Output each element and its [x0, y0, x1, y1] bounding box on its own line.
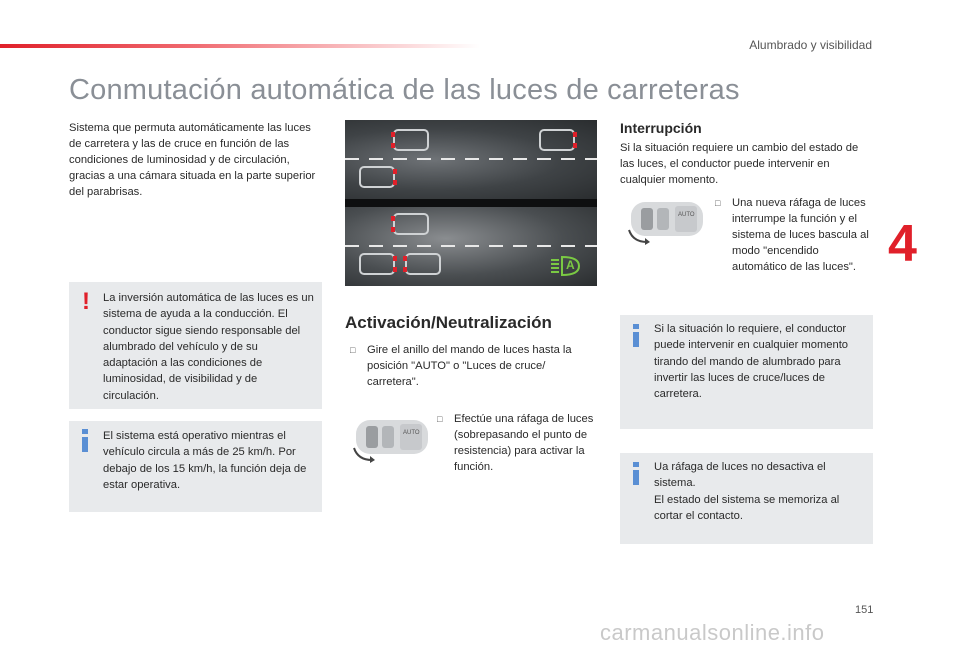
- page-title: Conmutación automática de las luces de carreteras: [69, 74, 740, 106]
- interruption-heading: Interrupción: [620, 120, 702, 136]
- road-scene-high-beam: [345, 120, 597, 199]
- bullet-marker-icon: □: [350, 345, 356, 355]
- chapter-number: 4: [888, 215, 917, 273]
- bullet-marker-icon: □: [437, 414, 443, 424]
- car-icon: [359, 166, 395, 188]
- light-stalk-flash-illustration: [350, 418, 430, 464]
- road-illustration: [345, 120, 597, 286]
- info-icon: [633, 462, 639, 485]
- info-icon: [633, 324, 639, 347]
- interruption-bullet-text: Una nueva ráfaga de luces interrumpe la función y el sistema de luces bascula al modo "encendido automático de las luces".: [732, 197, 869, 273]
- activation-bullet-1: [350, 342, 582, 390]
- svg-text:AUTO: AUTO: [678, 212, 695, 218]
- svg-text:AUTO: AUTO: [403, 430, 420, 436]
- activation-heading: Activación/Neutralización: [345, 313, 552, 332]
- car-icon: [539, 129, 575, 151]
- info-box-memory: [620, 453, 873, 544]
- info-speed-text: El sistema está operativo mientras el vehículo circula a más de 25 km/h. Por debajo de los 15 km/h, la función deja de estar operativa.: [103, 430, 307, 491]
- info-icon: [82, 429, 88, 452]
- activation-bullet-1-text: Gire el anillo del mando de luces hasta la posición "AUTO" o "Luces de cruce/ carretera".: [367, 344, 572, 388]
- exclamation-icon: !: [82, 288, 90, 315]
- activation-bullet-2: [437, 411, 594, 475]
- car-icon: [405, 253, 441, 275]
- car-icon: [393, 213, 429, 235]
- car-icon: [393, 129, 429, 151]
- bullet-marker-icon: □: [715, 198, 721, 208]
- auto-high-beam-icon: [549, 254, 585, 278]
- activation-bullet-2-text: Efectúe una ráfaga de luces (sobrepasando el punto de resistencia) para activar la función.: [454, 413, 594, 473]
- warning-text: La inversión automática de las luces es un sistema de ayuda a la conducción. El conductor sigue siendo responsable del alumbrado del vehículo y de su adaptación a las condiciones de luminosidad, de visibilidad y de circulación.: [103, 292, 314, 402]
- light-stalk-flash-illustration: [625, 200, 705, 246]
- interruption-bullet: [715, 195, 874, 275]
- watermark: carmanualsonline.info: [600, 620, 825, 645]
- info-box-override: [620, 315, 873, 429]
- car-icon: [359, 253, 395, 275]
- section-header: Alumbrado y visibilidad: [749, 38, 872, 52]
- info-box-speed: [69, 421, 322, 512]
- intro-paragraph: Sistema que permuta automáticamente las luces de carretera y las de cruce en función de las condiciones de luminosidad y de circulación, gracias a una cámara situada en la parte superior del parabrisas.: [69, 122, 316, 198]
- header-accent-bar: [0, 44, 480, 48]
- page-number: 151: [855, 604, 874, 616]
- road-scene-low-beam: [345, 207, 597, 286]
- interruption-text: Si la situación requiere un cambio del estado de las luces, el conductor puede intervenir en cualquier momento.: [620, 142, 859, 186]
- info-memory-text: Ua ráfaga de luces no desactiva el sistema. El estado del sistema se memoriza al cortar el contacto.: [654, 461, 840, 522]
- auto-badge-label: A: [566, 258, 575, 272]
- info-override-text: Si la situación lo requiere, el conductor puede intervenir en cualquier momento tirando del mando de alumbrado para invertir las luces de cruce/luces de carretera.: [654, 323, 849, 401]
- divider: [345, 199, 597, 207]
- warning-box: [69, 282, 322, 409]
